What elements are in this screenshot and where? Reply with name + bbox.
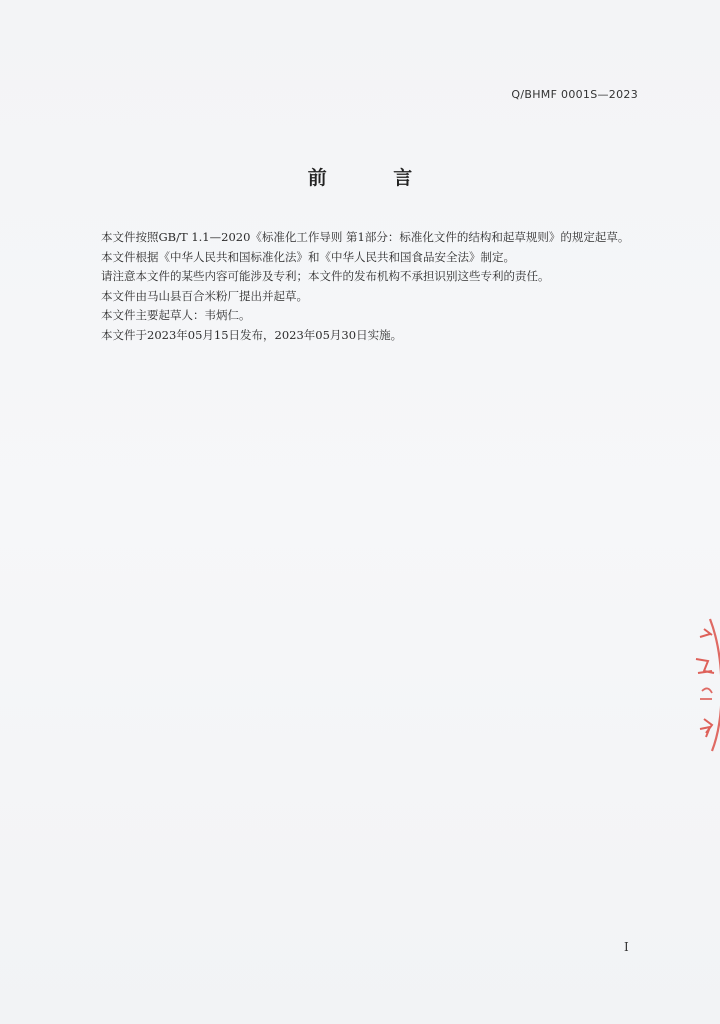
section-title: 前 言 — [307, 167, 443, 189]
paragraph-dates: 本文件于2023年05月15日发布，2023年05月30日实施。 — [101, 327, 403, 342]
document-code: Q/BHMF 0001S—2023 — [511, 88, 638, 101]
paragraph-drafting-rules: 本文件按照GB/T 1.1—2020《标准化工作导则 第1部分：标准化文件的结构和起草规则》的规定起草。 — [101, 230, 630, 244]
red-seal-stamp-icon — [690, 615, 720, 755]
page-number: I — [624, 940, 629, 954]
paragraph-patent-notice: 请注意本文件的某些内容可能涉及专利；本文件的发布机构不承担识别这些专利的责任。 — [101, 269, 550, 283]
foreword-body — [78, 228, 644, 345]
paragraph-drafter: 本文件主要起草人：韦炳仁。 — [101, 308, 251, 322]
paragraph-proposer: 本文件由马山县百合米粉厂提出并起草。 — [101, 288, 308, 303]
paragraph-legal-basis: 本文件根据《中华人民共和国标准化法》和《中华人民共和国食品安全法》制定。 — [101, 249, 515, 264]
